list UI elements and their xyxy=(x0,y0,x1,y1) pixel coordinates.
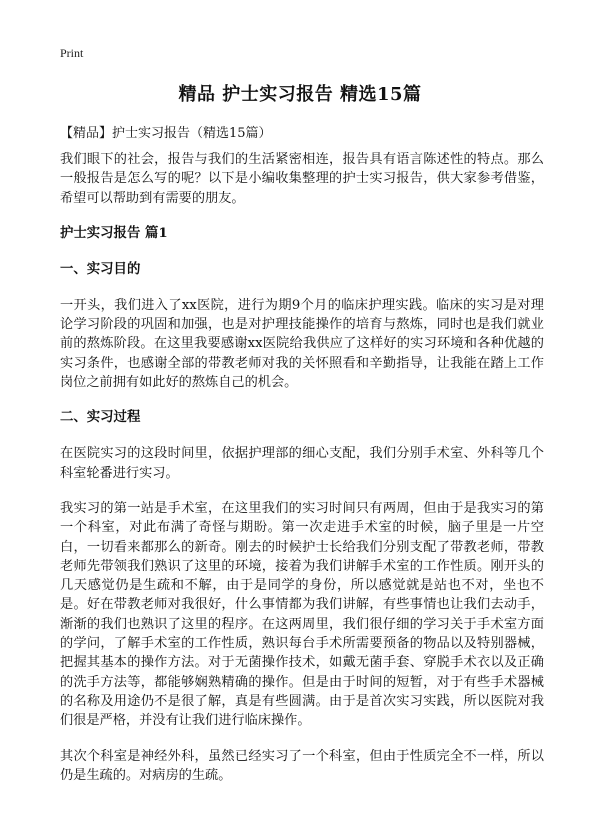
document-body xyxy=(60,150,544,801)
document-subtitle: 【精品】护士实习报告（精选15篇） xyxy=(60,126,272,141)
paragraph-neurosurgery: 其次个科室是神经外科，虽然已经实习了一个科室，但由于性质完全不一样，所以仍是生疏的。对病房的生疏。 xyxy=(60,748,544,783)
paragraph-process-intro: 在医院实习的这段时间里，依据护理部的细心支配，我们分别手术室、外科等几个科室轮番进行实习。 xyxy=(60,446,544,481)
heading-process: 二、实习过程 xyxy=(60,409,141,426)
heading-purpose: 一、实习目的 xyxy=(60,260,141,277)
intro-paragraph: 我们眼下的社会，报告与我们的生活紧密相连，报告具有语言陈述性的特点。那么一般报告是怎么写的呢？以下是小编收集整理的护士实习报告，供大家参考借鉴，希望可以帮助到有需要的朋友。 xyxy=(60,152,544,206)
document-title: 精品 护士实习报告 精选15篇 xyxy=(178,84,422,105)
paragraph-operating-room: 我实习的第一站是手术室，在这里我们的实习时间只有两周，但由于是我实习的第一个科室，对此布满了奇怪与期盼。第一次走进手术室的时候，脑子里是一片空白，一切看来都那么的新奇。刚去的时候护士长给我们分别支配了带教老师，带教老师先带领我们熟识了这里的环境，接着为我们讲解手术室的工作性质。刚开头的几天感觉仍是生疏和不解，由于是同学的身份，所以感觉就是站也不对，坐也不是。好在带教老师对我很好，什么事情都为我们讲解，有些事情也让我们去动手，渐渐的我们也熟识了这里的程序。在这两周里，我们很仔细的学习关于手术室方面的学问，了解手术室的工作性质，熟识每台手术所需要预备的物品以及特别器械，把握其基本的操作方法。对于无菌操作技术，如戴无菌手套、穿脱手术衣以及正确的洗手方法等，都能够娴熟精确的操作。但是由于时间的短暂，对于有些手术器械的名称及用途仍不是很了解，真是有些圆满。由于是首次实习实践，所以医院对我们很是严格，并没有让我们进行临床操作。 xyxy=(60,500,544,729)
paragraph-purpose: 一开头，我们进入了xx医院，进行为期9个月的临床护理实践。临床的实习是对理论学习阶段的巩固和加强，也是对护理技能操作的培育与熬炼，同时也是我们就业前的熬炼阶段。在这里我要感谢xx医院给我供应了这样好的实习环境和各种优越的实习条件，也感谢全部的带教老师对我的关怀照看和辛勤指导，让我能在踏上工作岗位之前拥有如此好的熬炼自己的机会。 xyxy=(60,297,544,391)
section-title: 护士实习报告 篇1 xyxy=(60,224,168,241)
print-label: Print xyxy=(60,46,84,60)
